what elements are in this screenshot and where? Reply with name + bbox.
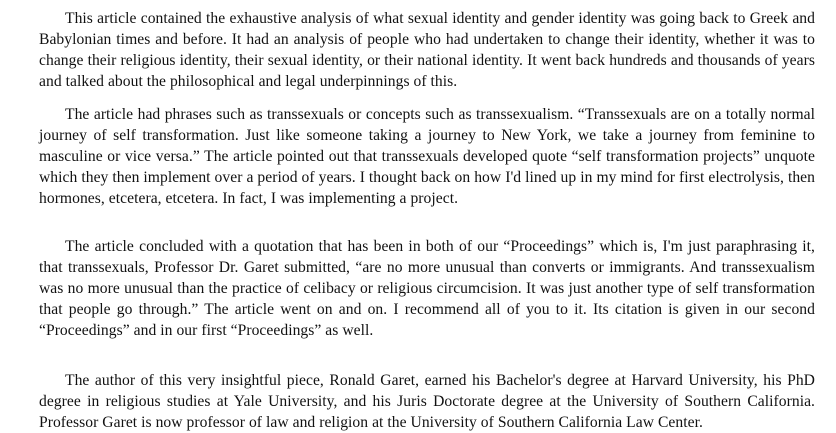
paragraph-2: The article had phrases such as transsexuals or concepts such as transsexualism. “Transsexuals are on a totally normal journey of self transformation. Just like someone taking a journey to New York, we take a journey from feminine to masculine or vice versa.” The article pointed out that transsexuals developed quote “self transformation projects” unquote which they then implement over a period of years. I thought back on how I'd lined up in my mind for first electrolysis, then hormones, etcetera, etcetera. In fact, I was implementing a project. bbox=[39, 106, 815, 207]
paragraph-1: This article contained the exhaustive analysis of what sexual identity and gender identity was going back to Greek and Babylonian times and before. It had an analysis of people who had undertaken to change their identity, whether it was to change their religious identity, their sexual identity, or their national identity. It went back hundreds and thousands of years and talked about the philosophical and legal underpinnings of this. bbox=[39, 10, 815, 90]
paragraph-3: The article concluded with a quotation that has been in both of our “Proceedings” which is, I'm just paraphrasing it, that transsexuals, Professor Dr. Garet submitted, “are no more unusual than converts or immigrants. And transsexualism was no more unusual than the practice of celibacy or religious circumcision. It was just another type of self transformation that people go through.” The article went on and on. I recommend all of you to it. Its citation is given in our second “Proceedings” and in our first “Proceedings” as well. bbox=[39, 238, 815, 339]
paragraph-4: The author of this very insightful piece, Ronald Garet, earned his Bachelor's degree at Harvard University, his PhD degree in religious studies at Yale University, and his Juris Doctorate degree at the University of Southern California. Professor Garet is now professor of law and religion at the University of Southern California Law Center. bbox=[39, 372, 815, 431]
